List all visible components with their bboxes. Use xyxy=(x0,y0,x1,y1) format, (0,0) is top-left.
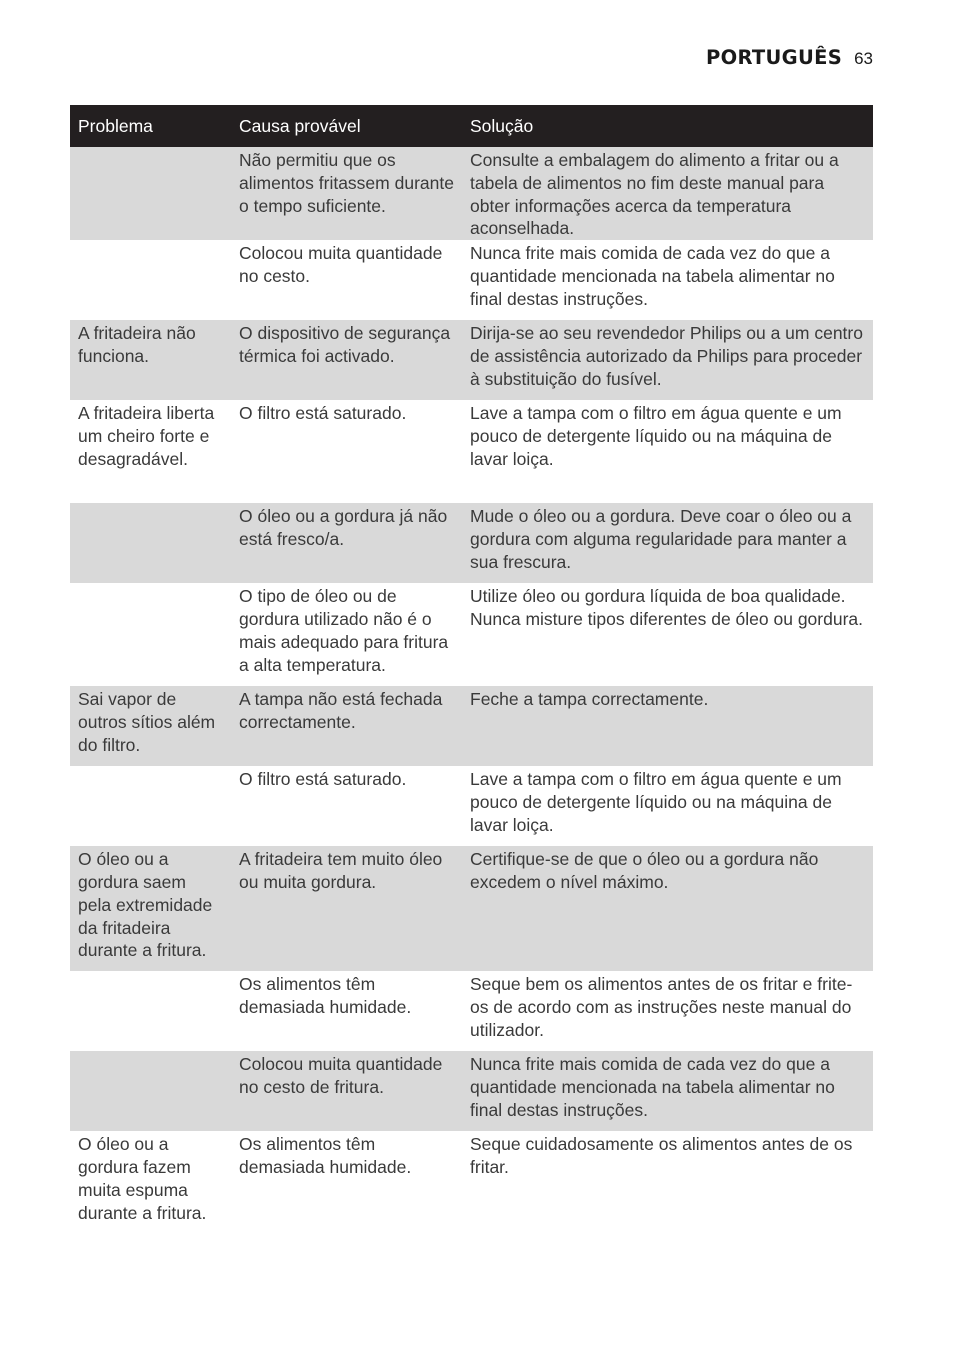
table-row xyxy=(70,240,873,320)
cause-cell: Colocou muita quantidade no cesto de fritura. xyxy=(231,1051,462,1131)
page-number: 63 xyxy=(854,49,873,68)
table-row xyxy=(70,147,873,240)
cause-cell: Colocou muita quantidade no cesto. xyxy=(239,243,443,286)
problem-cell: O óleo ou a gordura saem pela extremidade da fritadeira durante a fritura. xyxy=(70,846,231,971)
problem-cell: A fritadeira não funciona. xyxy=(70,320,231,400)
table-row xyxy=(70,686,873,766)
solution-cell: Mude o óleo ou a gordura. Deve coar o óleo ou a gordura com alguma regularidade para manter a sua frescura. xyxy=(462,503,873,583)
solution-cell: Nunca frite mais comida de cada vez do que a quantidade mencionada na tabela alimentar no final destas instruções. xyxy=(470,243,835,309)
cause-cell: A fritadeira tem muito óleo ou muita gordura. xyxy=(231,846,462,971)
solution-cell: Utilize óleo ou gordura líquida de boa qualidade. Nunca misture tipos diferentes de óleo ou gordura. xyxy=(470,586,864,629)
problem-cell xyxy=(70,503,231,583)
table-row xyxy=(70,1051,873,1131)
solution-cell: Lave a tampa com o filtro em água quente e um pouco de detergente líquido ou na máquina de lavar loiça. xyxy=(470,769,842,835)
problem-cell xyxy=(70,971,231,1051)
table-row xyxy=(70,1131,873,1234)
solution-cell: Nunca frite mais comida de cada vez do que a quantidade mencionada na tabela alimentar no final destas instruções. xyxy=(462,1051,873,1131)
table-row xyxy=(70,503,873,583)
cause-cell: O filtro está saturado. xyxy=(239,403,407,424)
cause-cell: A tampa não está fechada correctamente. xyxy=(231,686,462,766)
table-row xyxy=(70,971,873,1051)
cause-cell: Os alimentos têm demasiada humidade. xyxy=(239,1134,412,1177)
solution-cell: Consulte a embalagem do alimento a fritar ou a tabela de alimentos no fim deste manual para obter informações acerca da temperatura aconselhada. xyxy=(462,147,873,240)
problem-cell xyxy=(70,583,231,686)
solution-cell: Seque bem os alimentos antes de os fritar e frite-os de acordo com as instruções neste manual do utilizador. xyxy=(470,974,853,1040)
problem-cell: O óleo ou a gordura fazem muita espuma durante a fritura. xyxy=(78,1134,207,1223)
problem-cell: A fritadeira liberta um cheiro forte e desagradável. xyxy=(78,403,215,469)
solution-cell: Lave a tampa com o filtro em água quente e um pouco de detergente líquido ou na máquina de lavar loiça. xyxy=(470,403,842,469)
solution-cell: Dirija-se ao seu revendedor Philips ou a um centro de assistência autorizado da Philips para proceder à substituição do fusível. xyxy=(462,320,873,400)
problem-cell xyxy=(70,147,231,240)
cause-cell: O tipo de óleo ou de gordura utilizado não é o mais adequado para fritura a alta temperatura. xyxy=(239,586,449,675)
cause-cell: O filtro está saturado. xyxy=(239,769,407,790)
solution-cell: Feche a tampa correctamente. xyxy=(462,686,873,766)
cause-cell: O dispositivo de segurança térmica foi activado. xyxy=(231,320,462,400)
column-header-problem: Problema xyxy=(70,105,231,147)
problem-cell xyxy=(70,1051,231,1131)
table-body xyxy=(70,147,873,1234)
problem-cell xyxy=(70,240,231,320)
table-row xyxy=(70,400,873,503)
table-header-row xyxy=(70,105,873,147)
table-row xyxy=(70,583,873,686)
cause-cell: Os alimentos têm demasiada humidade. xyxy=(239,974,412,1017)
problem-cell: Sai vapor de outros sítios além do filtro. xyxy=(70,686,231,766)
column-header-cause: Causa provável xyxy=(231,105,462,147)
troubleshooting-table xyxy=(70,105,873,1234)
table-row xyxy=(70,320,873,400)
cause-cell: O óleo ou a gordura já não está fresco/a. xyxy=(231,503,462,583)
solution-cell: Seque cuidadosamente os alimentos antes de os fritar. xyxy=(470,1134,853,1177)
column-header-solution: Solução xyxy=(462,105,873,147)
table-row xyxy=(70,766,873,846)
problem-cell xyxy=(70,766,231,846)
table-row xyxy=(70,846,873,971)
solution-cell: Certifique-se de que o óleo ou a gordura não excedem o nível máximo. xyxy=(462,846,873,971)
page-header xyxy=(706,46,873,69)
cause-cell: Não permitiu que os alimentos fritassem durante o tempo suficiente. xyxy=(231,147,462,240)
language-label: PORTUGUÊS xyxy=(706,46,843,69)
